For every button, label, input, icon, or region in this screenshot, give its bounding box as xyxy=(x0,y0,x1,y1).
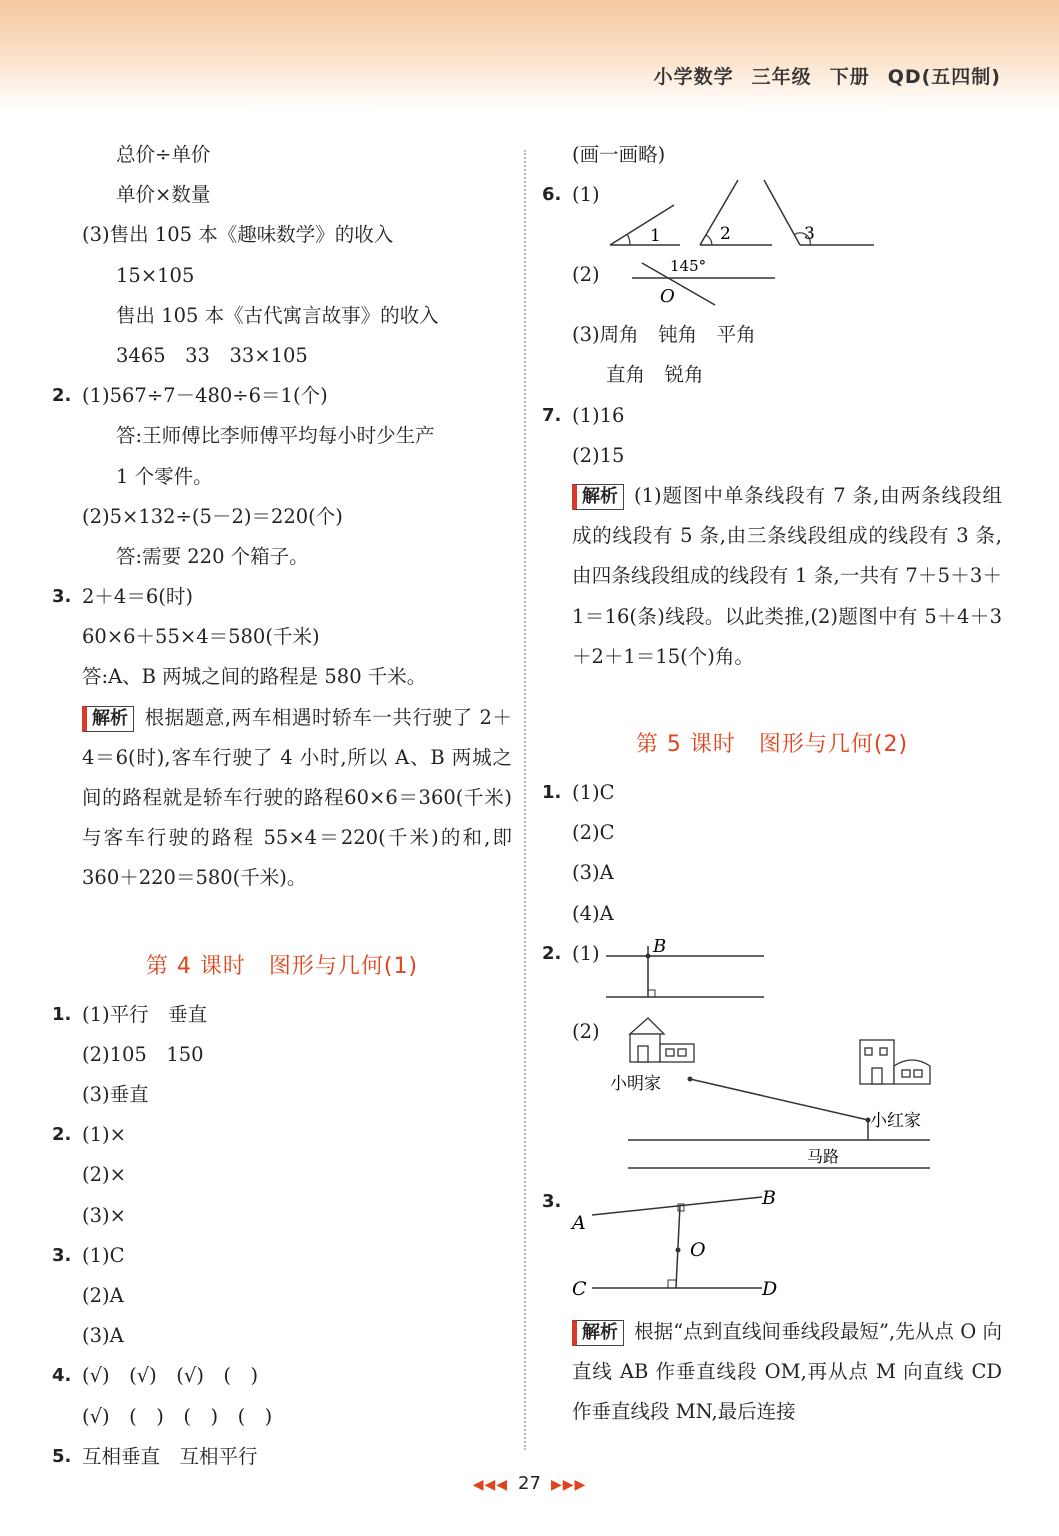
question-3-figure xyxy=(542,1182,1002,1312)
point-label: C xyxy=(572,1277,587,1300)
question-5 xyxy=(52,1437,512,1477)
house-wall xyxy=(660,1044,694,1062)
answer-line: 3465 33 33×105 xyxy=(116,343,308,367)
point-label: O xyxy=(690,1238,706,1261)
question-3 xyxy=(52,577,512,617)
question-number: 2. xyxy=(542,942,562,964)
point-label: A xyxy=(572,1211,586,1234)
answer-text: (1)567÷7－480÷6＝1(个) xyxy=(82,384,328,408)
answer-text: 互相垂直 互相平行 xyxy=(82,1444,258,1468)
building-window xyxy=(880,1048,887,1055)
angle-arc xyxy=(706,235,712,245)
line-ab xyxy=(592,1197,762,1215)
answer-line: 1 个零件。 xyxy=(116,464,213,488)
page-header xyxy=(0,0,1059,110)
question-number: 4. xyxy=(52,1365,72,1387)
book-title xyxy=(636,62,1001,89)
page-number: 27 xyxy=(518,1473,541,1494)
building-door xyxy=(872,1068,882,1084)
question-4 xyxy=(52,1356,512,1396)
next-arrows-icon: ▶▶▶ xyxy=(550,1477,587,1493)
intersecting-lines xyxy=(630,255,790,315)
answer-line: (3)售出 105 本《趣味数学》的收入 xyxy=(82,223,394,247)
question-number: 3. xyxy=(52,1244,72,1266)
question-2 xyxy=(52,1115,512,1155)
analysis-text: 根据“点到直线间垂线段最短”,先从点 O 向直线 AB 作垂直线段 OM,再从点 M 向直线 CD 作垂直线段 MN,最后连接 xyxy=(572,1319,1002,1424)
xiaoming-home-label: 小明家 xyxy=(610,1073,661,1094)
perpendicular-construction xyxy=(570,1182,830,1312)
right-column xyxy=(542,135,1002,1432)
answer-line: 答:需要 220 个箱子。 xyxy=(116,544,309,568)
left-column xyxy=(52,135,512,1477)
section-title: 第 5 课时 图形与几何(2) xyxy=(635,731,909,757)
angle-label: 1 xyxy=(650,226,661,247)
angle-diagrams xyxy=(602,175,942,255)
answer-line: (2)A xyxy=(82,1283,124,1307)
column-divider xyxy=(524,150,526,1450)
answer-line: 售出 105 本《古代寓言故事》的收入 xyxy=(116,303,439,327)
answer-line: (2)× xyxy=(82,1163,126,1187)
point-o xyxy=(676,1247,681,1252)
analysis-tag: 解析 xyxy=(572,484,624,510)
sub-question-label: (1) xyxy=(572,183,600,207)
edition: QD(五四制) xyxy=(887,66,1001,88)
house-icon xyxy=(630,1018,694,1062)
building-annex xyxy=(894,1060,930,1084)
analysis-tag: 解析 xyxy=(572,1320,624,1346)
question-number: 2. xyxy=(52,1124,72,1146)
answer-line: (3)周角 钝角 平角 xyxy=(572,323,756,347)
answer-text: (1)C xyxy=(82,1243,125,1267)
house-door xyxy=(638,1046,648,1062)
answer-line: (3)垂直 xyxy=(82,1083,149,1106)
answer-text: 2＋4＝6(时) xyxy=(82,585,193,609)
answer-line: (2)5×132÷(5－2)＝220(个) xyxy=(82,504,343,528)
house-window xyxy=(666,1049,674,1056)
answer-line: (画一画略) xyxy=(572,143,666,166)
analysis-block xyxy=(52,698,512,939)
xiaohong-home-label: 小红家 xyxy=(870,1110,921,1131)
angle-label: 2 xyxy=(720,224,731,245)
angle-degree-label: 145° xyxy=(670,257,707,276)
right-angle-mark xyxy=(648,990,655,997)
section-title: 第 4 课时 图形与几何(1) xyxy=(145,953,419,979)
question-number: 1. xyxy=(542,781,562,803)
connecting-segment xyxy=(690,1079,868,1120)
building-window xyxy=(902,1070,910,1077)
analysis-tag: 解析 xyxy=(82,706,134,732)
answer-line: 60×6＋55×4＝580(千米) xyxy=(82,625,320,649)
angle-ray xyxy=(610,205,674,245)
angle-arc xyxy=(627,234,630,245)
answer-text: (1)C xyxy=(572,780,615,804)
angle-label: 3 xyxy=(804,224,815,245)
prev-arrows-icon: ◀◀◀ xyxy=(472,1477,509,1493)
question-2-figure-1 xyxy=(542,934,1002,1012)
right-angle-mark xyxy=(668,1280,676,1288)
answer-line: (3)A xyxy=(572,861,614,885)
question-number: 3. xyxy=(52,586,72,608)
analysis-text: 根据题意,两车相遇时轿车一共行驶了 2＋4＝6(时),客车行驶了 4 小时,所以 A、B 两城之间的路程就是轿车行驶的路程60×6＝360(千米)与客车行驶的路程 55×4＝220(千米)的和,即 360＋220＝580(千米)。 xyxy=(82,705,512,890)
answer-line: 15×105 xyxy=(116,263,195,287)
house-road-diagram xyxy=(602,1012,1002,1182)
answer-line: 答:A、B 两城之间的路程是 580 千米。 xyxy=(82,665,427,689)
question-number: 3. xyxy=(542,1190,562,1212)
analysis-block xyxy=(542,1312,1002,1433)
building-icon xyxy=(860,1040,930,1084)
answer-line: 总价÷单价 xyxy=(116,143,211,166)
grade: 三年级 xyxy=(751,66,812,88)
sub-question-label: (2) xyxy=(572,1019,600,1043)
answer-text: (√) (√) (√) ( ) xyxy=(82,1364,259,1388)
sub-question-label: (2) xyxy=(572,263,600,287)
question-number: 6. xyxy=(542,184,562,206)
answer-line: (2)105 150 xyxy=(82,1042,204,1066)
question-2-figure-2 xyxy=(542,1012,1002,1182)
point-label: B xyxy=(653,935,667,957)
question-1 xyxy=(52,995,512,1035)
sub-question-label: (1) xyxy=(572,941,600,965)
volume: 下册 xyxy=(829,66,870,88)
perpendicular-diagram xyxy=(604,934,774,1009)
answer-text: (1)平行 垂直 xyxy=(82,1002,208,1026)
question-number: 1. xyxy=(52,1003,72,1025)
point-label: D xyxy=(762,1277,778,1300)
question-6-figure-1 xyxy=(542,175,1002,255)
house-window xyxy=(678,1049,686,1056)
point-label: O xyxy=(660,286,675,308)
analysis-block xyxy=(542,476,1002,717)
angle-ray xyxy=(700,180,738,245)
question-2 xyxy=(52,376,512,416)
page-footer xyxy=(0,1473,1059,1494)
answer-line: (2)C xyxy=(572,821,615,845)
building-window xyxy=(914,1070,922,1077)
answer-text: (1)× xyxy=(82,1123,126,1147)
answer-line: 单价×数量 xyxy=(116,183,211,207)
question-7 xyxy=(542,396,1002,436)
analysis-text: (1)题图中单条线段有 7 条,由两条线段组成的线段有 5 条,由三条线段组成的线段有 3 条,由四条线段组成的线段有 1 条,一共有 7＋5＋3＋1＝16(条)线段。以此类推,(2)题图中有 5＋4＋3＋2＋1＝15(个)角。 xyxy=(572,483,1002,668)
point-xiaoming xyxy=(688,1076,693,1081)
answer-line: 直角 锐角 xyxy=(606,363,704,387)
house-roof xyxy=(630,1018,664,1034)
question-3 xyxy=(52,1236,512,1276)
answer-line: (2)15 xyxy=(572,443,625,467)
building-window xyxy=(865,1048,872,1055)
answer-line: 答:王师傅比李师傅平均每小时少生产 xyxy=(116,424,435,448)
answer-line: (3)A xyxy=(82,1324,124,1348)
question-number: 2. xyxy=(52,385,72,407)
answer-line: (4)A xyxy=(572,901,614,925)
road-label: 马路 xyxy=(807,1146,840,1166)
question-number: 5. xyxy=(52,1445,72,1467)
answer-line: (3)× xyxy=(82,1203,126,1227)
point-b xyxy=(646,953,651,958)
answer-line: (√) ( ) ( ) ( ) xyxy=(82,1404,273,1428)
point-label: B xyxy=(762,1186,776,1209)
subject: 小学数学 xyxy=(653,66,734,88)
question-1 xyxy=(542,773,1002,813)
question-number: 7. xyxy=(542,404,562,426)
perpendicular-om xyxy=(676,1205,680,1288)
question-6-figure-2 xyxy=(542,255,1002,315)
answer-text: (1)16 xyxy=(572,403,625,427)
